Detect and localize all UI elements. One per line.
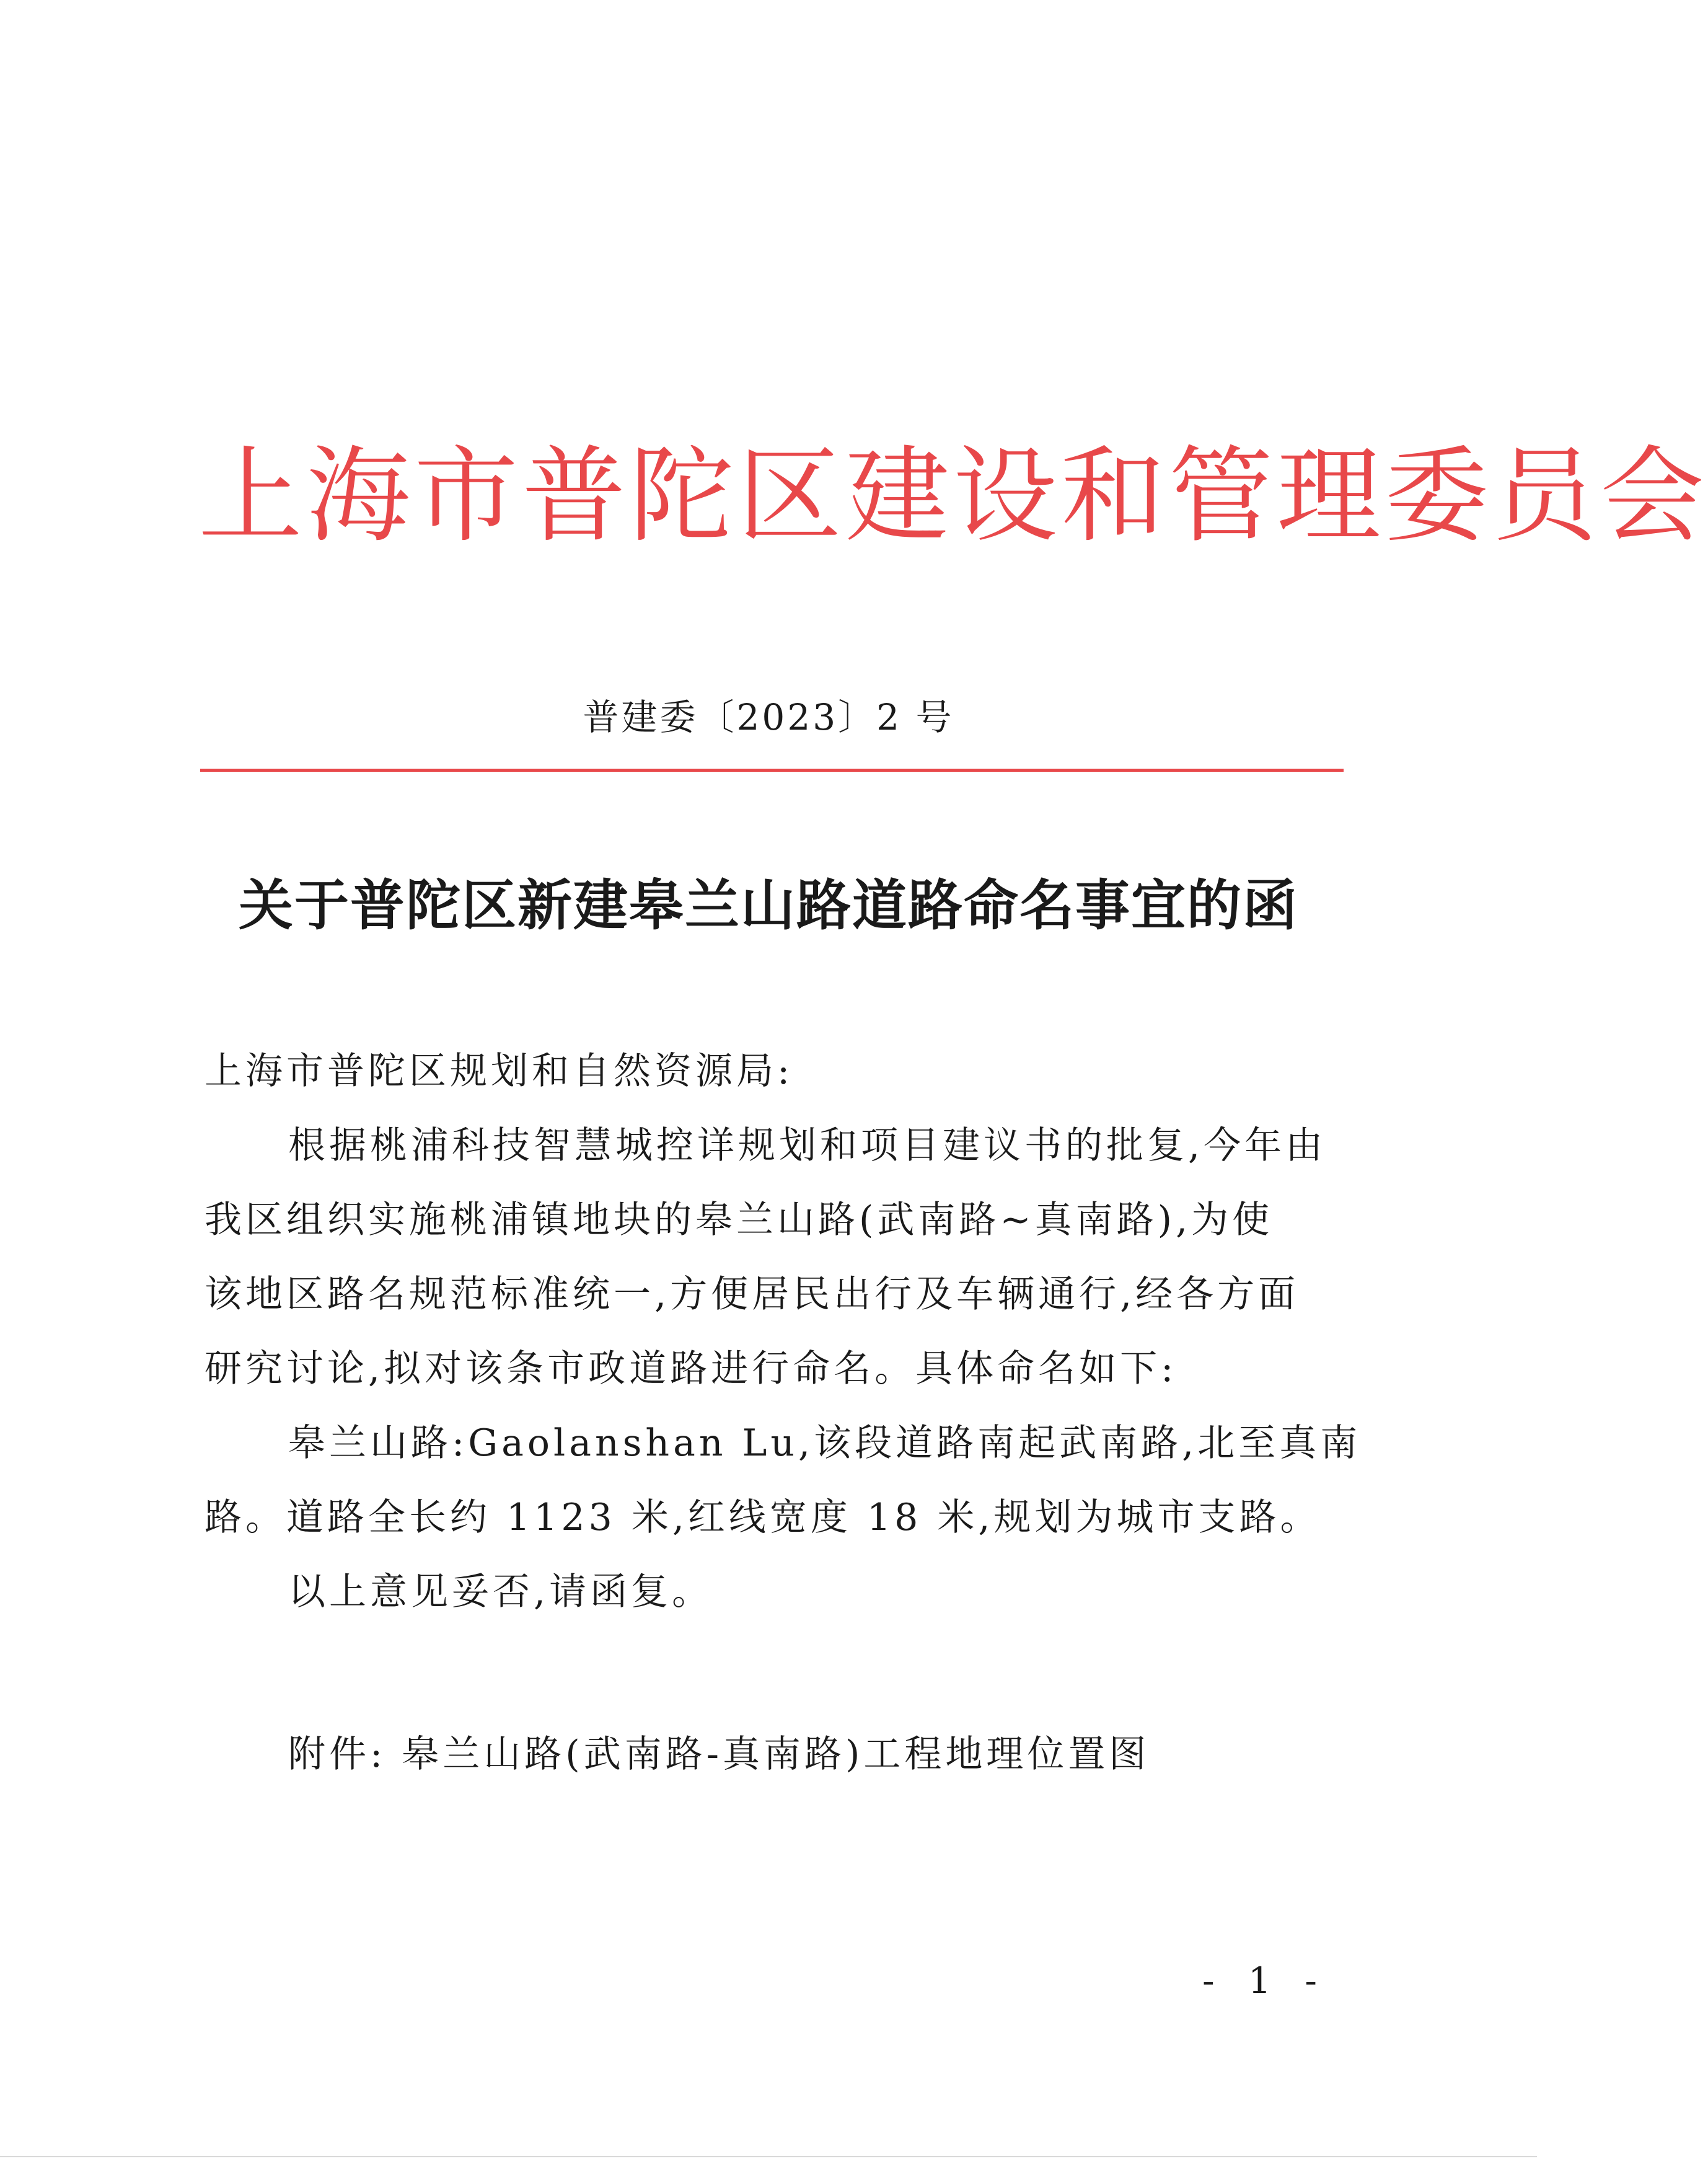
document-number: 普建委〔2023〕2 号 <box>583 696 954 738</box>
scan-edge-line <box>0 2156 1537 2157</box>
issuer-header: 上海市普陀区建设和管理委员会 <box>198 435 1708 557</box>
paragraph-1-line-2: 我区组织实施桃浦镇地块的皋兰山路(武南路~真南路),为使 <box>205 1198 1274 1242</box>
paragraph-2-line-1: 皋兰山路:Gaolanshan Lu,该段道路南起武南路,北至真南 <box>288 1421 1362 1465</box>
paragraph-2-line-2: 路。道路全长约 1123 米,红线宽度 18 米,规划为城市支路。 <box>205 1496 1321 1539</box>
red-divider <box>200 769 1344 772</box>
attachment-line: 附件: 皋兰山路(武南路-真南路)工程地理位置图 <box>288 1733 1150 1776</box>
closing-line: 以上意见妥否,请函复。 <box>288 1570 713 1614</box>
page-number: - 1 - <box>1202 1960 1328 2002</box>
addressee: 上海市普陀区规划和自然资源局: <box>205 1049 794 1093</box>
paragraph-1-line-3: 该地区路名规范标准统一,方便居民出行及车辆通行,经各方面 <box>205 1273 1300 1316</box>
document-title: 关于普陀区新建皋兰山路道路命名事宜的函 <box>238 873 1298 937</box>
paragraph-1-line-4: 研究讨论,拟对该条市政道路进行命名。具体命名如下: <box>205 1347 1178 1390</box>
paragraph-1-line-1: 根据桃浦科技智慧城控详规划和项目建议书的批复,今年由 <box>288 1124 1327 1167</box>
